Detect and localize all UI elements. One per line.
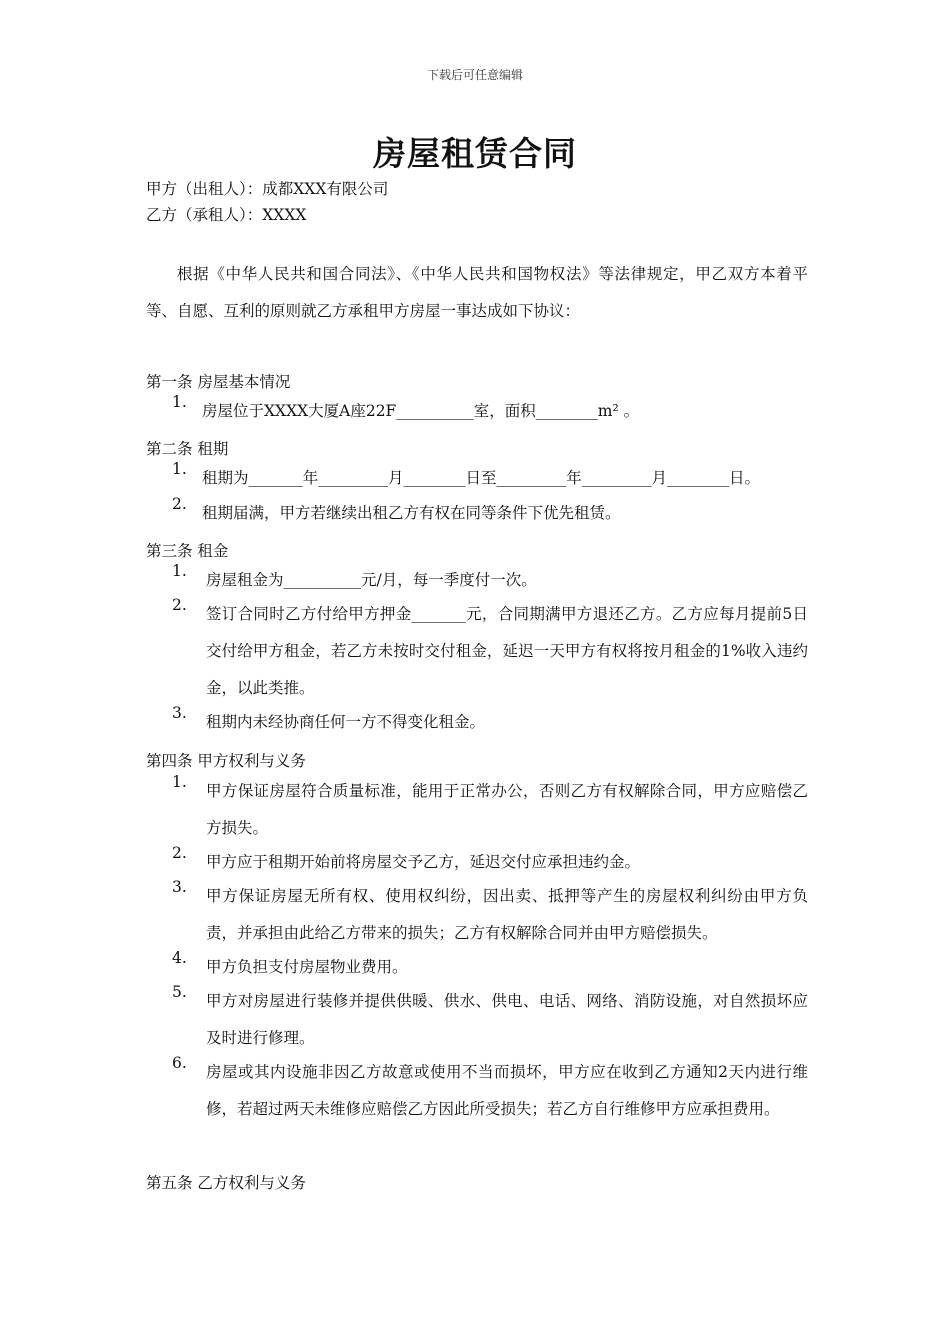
item-text: 甲方应于租期开始前将房屋交予乙方，延迟交付应承担违约金。 — [206, 853, 641, 871]
party-a-line: 甲方（出租人）：成都XXX有限公司 — [146, 180, 389, 198]
item-text: 房屋或其内设施非因乙方故意或使用不当而损坏，甲方应在收到乙方通知2天内进行维修，若超过两天未维修应赔偿乙方因此所受损失；若乙方自行维修甲方应承担费用。 — [206, 1063, 808, 1118]
item-number: 3. — [172, 878, 187, 896]
list-item — [172, 844, 808, 881]
item-number: 2. — [172, 596, 187, 614]
item-number: 5. — [172, 983, 187, 1001]
item-text: 租期内未经协商任何一方不得变化租金。 — [206, 713, 486, 731]
section-heading: 第一条 房屋基本情况 — [146, 373, 291, 391]
list-item — [172, 878, 808, 952]
list-item — [172, 1054, 808, 1128]
item-number: 3. — [172, 704, 187, 722]
list-item — [172, 393, 808, 430]
preamble-paragraph: 根据《中华人民共和国合同法》、《中华人民共和国物权法》等法律规定，甲乙双方本着平等、自愿、互利的原则就乙方承租甲方房屋一事达成如下协议： — [146, 265, 808, 320]
item-text: 甲方保证房屋符合质量标准，能用于正常办公，否则乙方有权解除合同，甲方应赔偿乙方损失。 — [206, 782, 808, 837]
item-text: 甲方保证房屋无所有权、使用权纠纷，因出卖、抵押等产生的房屋权利纠纷由甲方负责，并承担由此给乙方带来的损失；乙方有权解除合同并由甲方赔偿损失。 — [206, 887, 808, 942]
item-text: 房屋租金为__________元/月，每一季度付一次。 — [206, 571, 537, 589]
page-title: 房屋租赁合同 — [373, 134, 577, 173]
item-number: 6. — [172, 1054, 187, 1072]
item-number: 1. — [172, 562, 187, 580]
item-number: 1. — [172, 393, 187, 411]
header-note: 下载后可任意编辑 — [426, 68, 523, 82]
item-text: 甲方对房屋进行装修并提供供暖、供水、供电、电话、网络、消防设施，对自然损坏应及时进行修理。 — [206, 992, 808, 1047]
list-item — [172, 596, 808, 707]
item-text: 甲方负担支付房屋物业费用。 — [206, 958, 408, 976]
item-number: 1. — [172, 460, 187, 478]
list-item — [172, 562, 808, 599]
list-item — [172, 704, 808, 741]
list-item — [172, 773, 808, 847]
list-item — [172, 949, 808, 986]
item-number: 2. — [172, 844, 187, 862]
item-number: 4. — [172, 949, 187, 967]
party-b-line: 乙方（承租人）：XXXX — [146, 206, 307, 224]
list-item — [172, 495, 808, 532]
list-item — [172, 983, 808, 1057]
item-text: 租期届满，甲方若继续出租乙方有权在同等条件下优先租赁。 — [202, 504, 621, 522]
item-number: 1. — [172, 773, 187, 791]
item-text: 租期为_______年_________月________日至_________年_________月________日。 — [202, 469, 761, 487]
item-text: 签订合同时乙方付给甲方押金_______元，合同期满甲方退还乙方。乙方应每月提前5日交付给甲方租金，若乙方未按时交付租金，延迟一天甲方有权将按月租金的1%收入违约金，以此类推。 — [206, 605, 808, 697]
item-text: 房屋位于XXXX大厦A座22F__________室，面积________m² 。 — [202, 402, 640, 420]
list-item — [172, 460, 808, 497]
item-number: 2. — [172, 495, 187, 513]
section-heading: 第二条 租期 — [146, 440, 229, 458]
section-heading: 第三条 租金 — [146, 542, 229, 560]
section-heading: 第四条 甲方权利与义务 — [146, 752, 306, 770]
section-heading: 第五条 乙方权利与义务 — [146, 1174, 306, 1192]
